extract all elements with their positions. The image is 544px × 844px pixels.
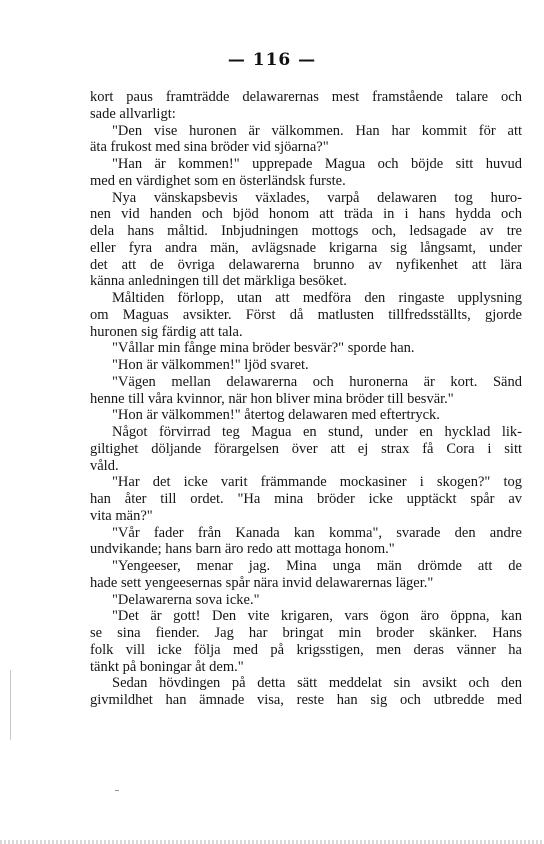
text-line: huronen sig färdig att tala. [90, 323, 243, 340]
text-line: "Hon är välkommen!" återtog delawaren med eftertryck. [112, 407, 440, 424]
scan-bottom-edge [0, 840, 544, 844]
text-line: Måltiden förlopp, utan att medföra den ringaste upplysning [112, 290, 522, 306]
text-line: eller fyra andra män, avlägsnade krigarna sig långsamt, under [90, 239, 522, 256]
text-line: Sedan hövdingen på detta sätt meddelat sin avsikt och den [112, 675, 522, 692]
text-line: nen vid handen och bjöd honom att träda in i hans hydda och [90, 206, 522, 223]
text-line: tänkt på boningar åt dem." [90, 658, 244, 675]
text-line: kort paus framträdde delawarernas mest framstående talare och [90, 89, 522, 105]
scan-margin-mark [10, 670, 11, 740]
text-line: "Han är kommen!" upprepade Magua och böjde sitt huvud [112, 156, 522, 172]
text-line: dela hans måltid. Inbjudningen mottogs och, ledsagade av tre [90, 223, 522, 239]
page-number: — 116 — [227, 50, 317, 70]
text-line: "Vållar min fånge mina bröder besvär?" sporde han. [112, 340, 415, 357]
text-line: känna anledningen till det märkliga besöket. [90, 273, 347, 290]
text-line: "Vägen mellan delawarerna och huronerna är kort. Sänd [112, 373, 522, 390]
text-line: undvikande; hans barn äro redo att mottaga honom." [90, 541, 395, 558]
text-line: "Den vise huronen är välkommen. Han har kommit för att [112, 122, 522, 139]
text-line: giltighet döljande förargelsen över att ej strax få Cora i sitt [90, 440, 522, 457]
text-line: om Maguas avsikter. Först då matlusten tillfredsställts, gjorde [90, 306, 522, 323]
text-line: givmildhet han ämnade visa, reste han sig och utbredde med [90, 692, 522, 708]
text-line: "Vår fader från Kanada kan komma", svarade den andre [112, 524, 522, 541]
text-line: Något förvirrad teg Magua en stund, under en hycklad lik- [112, 424, 522, 440]
text-line: sade allvarligt: [90, 105, 176, 122]
text-line: "Det är gott! Den vite krigaren, vars ögon äro öppna, kan [112, 608, 522, 625]
text-line: det att de övriga delawarerna brunno av nyfikenhet att lära [90, 256, 522, 273]
text-line: vita män?" [90, 507, 153, 524]
text-line: "Har det icke varit främmande mockasiner i skogen?" tog [112, 474, 522, 491]
text-line: folk vill icke följa med på krigsstigen, men deras vänner ha [90, 641, 522, 658]
text-line: äta frukost med sina bröder vid sjöarna?" [90, 139, 329, 156]
scan-speck-mark [115, 790, 119, 791]
text-line: han åter till ordet. "Ha mina bröder icke upptäckt spår av [90, 491, 522, 507]
text-line: Nya vänskapsbevis växlades, varpå delawaren tog huro- [112, 189, 522, 206]
body-text [90, 89, 522, 709]
text-line: "Hon är välkommen!" ljöd svaret. [112, 357, 309, 373]
text-line: våld. [90, 457, 119, 474]
text-line: "Yengeeser, menar jag. Mina unga män drömde att de [112, 558, 522, 574]
text-line: henne till våra kvinnor, när hon bliver mina bröder till besvär." [90, 390, 454, 407]
text-line: "Delawarerna sova icke." [112, 591, 260, 608]
text-line: se sina fiender. Jag har bringat min broder skänker. Hans [90, 625, 522, 641]
text-line: med en värdighet som en österländsk furste. [90, 172, 346, 189]
text-line: hade sett yengeesernas spår nära invid delawarernas läger." [90, 574, 434, 591]
